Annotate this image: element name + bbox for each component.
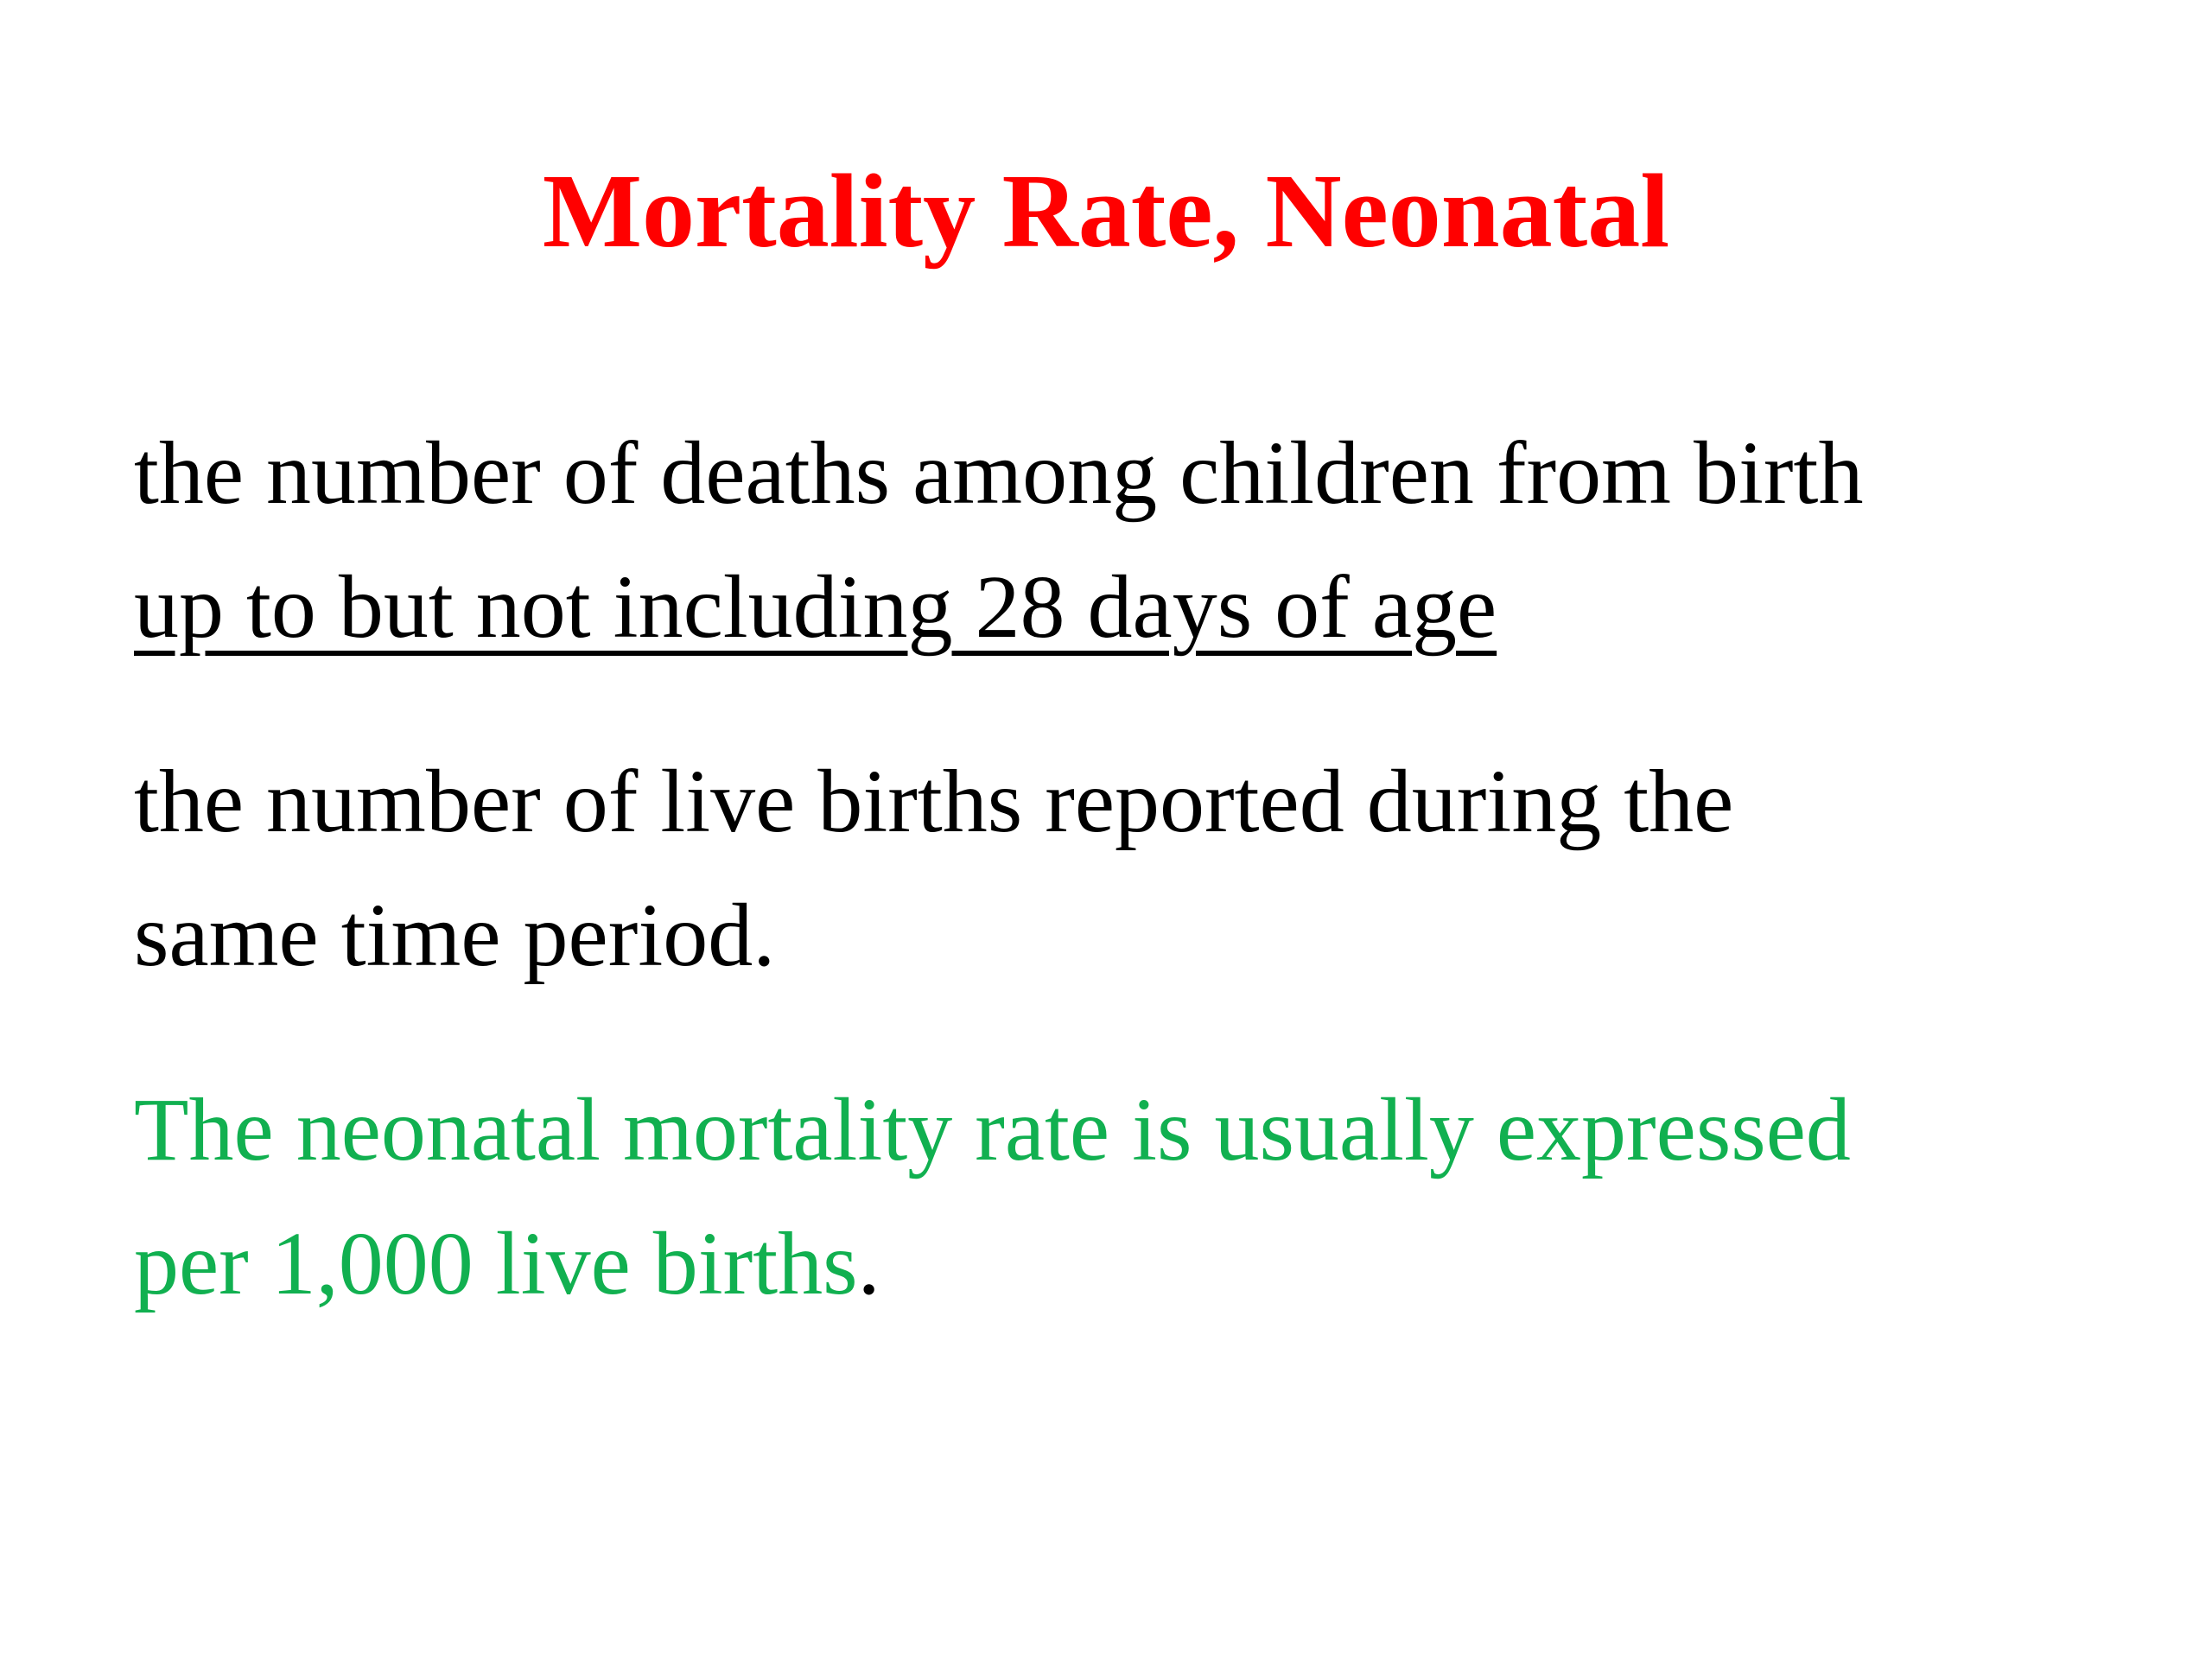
numerator-definition: [134, 406, 2121, 674]
denominator-definition: [134, 734, 2121, 1002]
denominator-line-2: same time period.: [134, 886, 776, 985]
note-line-2: per 1,000 live births: [134, 1214, 858, 1313]
denominator-line-1: the number of live births reported during the: [134, 752, 1734, 851]
note-trailing-period: .: [857, 1214, 880, 1313]
slide-title: Mortality Rate, Neonatal: [542, 153, 1670, 270]
numerator-line-1: the number of deaths among children from birth: [134, 423, 1864, 523]
note-line-1: The neonatal mortality rate is usually expressed: [134, 1080, 1851, 1179]
rate-expression-note: [134, 1063, 2121, 1331]
numerator-line-2-underlined: up to but not including 28 days of age: [134, 557, 1497, 657]
